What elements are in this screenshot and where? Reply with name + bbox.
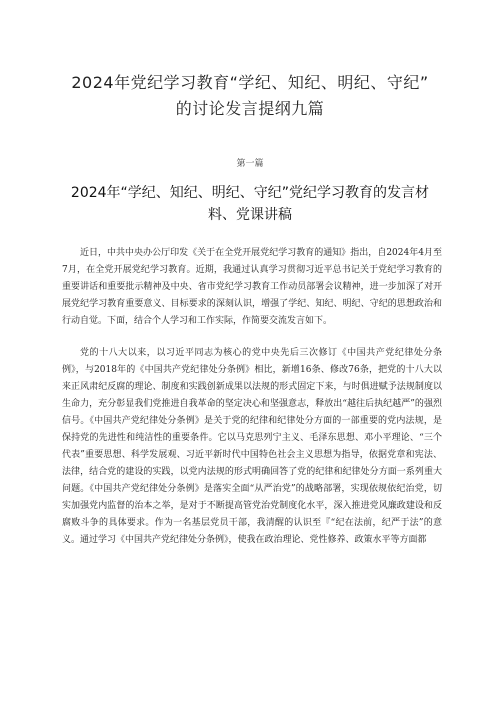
section-title-line-2: 料、党课讲稿 (208, 207, 292, 223)
paragraph-2: 党的十八大以来，以习近平同志为核心的党中央先后三次修订《中国共产党纪律处分条例》，与2018年的《中国共产党纪律处分条例》相比，新增16条、修改76条，把党的十八大以来正风肃纪反腐的理论、制度和实践创新成果以法规的形式固定下来，与时俱进赋予法规制度以生命力，充分彰显我们党推进自我革命的坚定决心和坚强意志，释放出“越往后执纪越严”的强烈信号。《中国共产党纪律处分条例》是关于党的纪律和纪律处分方面的一部重要的党内法规，是保持党的先进性和纯洁性的重要条件。它以马克思列宁主义、毛泽东思想、邓小平理论、“三个代表”重要思想、科学发展观、习近平新时代中国特色社会主义思想为指导，依据党章和宪法、法律，结合党的建设的实践，以党内法规的形式明确回答了党的纪律和纪律处分方面一系列重大问题。《中国共产党纪律处分条例》是落实全面“从严治党”的战略部署，实现依规依纪治党，切实加强党内监督的治本之举，是对于不断提高管党治党制度化水平，深入推进党风廉政建设和反腐败斗争的具体要求。作为一名基层党员干部，我清醒的认识至『“纪在法前，纪严于法”的意义。通过学习《中国共产党纪律处分条例》，使我在政治理论、党性修养、政策水平等方面都 (62, 348, 442, 545)
document-title (40, 70, 460, 122)
section-label: 第一篇 (236, 159, 264, 169)
section-title (55, 182, 445, 226)
document-title-line-1: 2024年党纪学习教育“学纪、知纪、明纪、守纪” (71, 73, 429, 92)
document-title-line-2: 的讨论发言提纲九篇 (175, 99, 325, 118)
section-title-line-1: 2024年“学纪、知纪、明纪、守纪”党纪学习教育的发言材 (70, 185, 430, 201)
body-text (62, 245, 442, 564)
paragraph-1: 近日，中共中央办公厅印发《关于在全党开展党纪学习教育的通知》指出，自2024年4月至7月，在全党开展党纪学习教育。近期，我通过认真学习贯彻习近平总书记关于党纪学习教育的重要讲话和重要批示精神及中央、省市党纪学习教育工作动员部署会议精神，进一步加深了对开展党纪学习教育重要意义、目标要求的深刻认识，增强了学纪、知纪、明纪、守纪的思想政治和行动自觉。下面，结合个人学习和工作实际，作简要交流发言如下。 (62, 248, 442, 326)
